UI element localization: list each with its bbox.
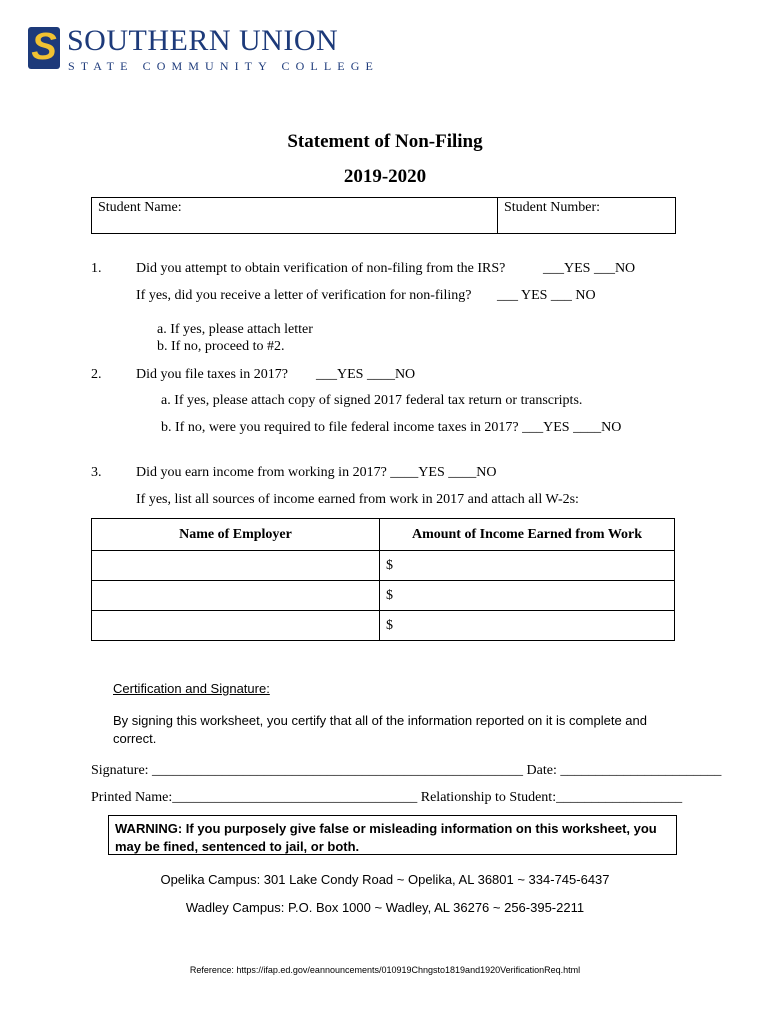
- college-name: SOUTHERN UNION: [67, 24, 339, 57]
- certification-text-line2: correct.: [113, 731, 157, 746]
- certification-heading: Certification and Signature:: [113, 681, 270, 696]
- q1-text: Did you attempt to obtain verification of non-filing from the IRS?: [136, 261, 506, 276]
- employer-income-table: [91, 518, 675, 641]
- q1-sub-options[interactable]: ___ YES ___ NO: [497, 288, 596, 303]
- student-info-box: [91, 197, 676, 234]
- table-header-row: [92, 519, 675, 551]
- q1-sub-text: If yes, did you receive a letter of verification for non-filing?: [136, 288, 472, 303]
- q2-text: Did you file taxes in 2017?: [136, 367, 289, 382]
- certification-text-line1: By signing this worksheet, you certify that all of the information reported on it is complete and: [113, 713, 647, 728]
- q2-number: 2.: [91, 367, 102, 382]
- wadley-campus-address: Wadley Campus: P.O. Box 1000 ~ Wadley, AL 36276 ~ 256-395-2211: [185, 900, 585, 915]
- income-header: Amount of Income Earned from Work: [380, 519, 675, 551]
- college-subtitle: STATE COMMUNITY COLLEGE: [68, 59, 379, 73]
- q2-options[interactable]: ___YES ____NO: [316, 367, 416, 382]
- amount-cell[interactable]: $: [380, 611, 675, 641]
- employer-cell[interactable]: [92, 611, 380, 641]
- student-name-field[interactable]: Student Name:: [98, 200, 182, 215]
- q1-options[interactable]: ___YES ___NO: [543, 261, 636, 276]
- q3-sub-text: If yes, list all sources of income earned from work in 2017 and attach all W-2s:: [136, 492, 579, 507]
- q2-item-a: a. If yes, please attach copy of signed 2017 federal tax return or transcripts.: [161, 393, 583, 408]
- info-box-divider: [497, 198, 498, 233]
- warning-box: WARNING: If you purposely give false or misleading information on this worksheet, you may be fined, sentenced to jail, or both.: [108, 815, 677, 855]
- q2-item-b: b. If no, were you required to file federal income taxes in 2017? ___YES ____NO: [161, 420, 622, 435]
- student-number-field[interactable]: Student Number:: [504, 200, 601, 215]
- q3-number: 3.: [91, 465, 102, 480]
- employer-header: Name of Employer: [92, 519, 380, 551]
- form-title: Statement of Non-Filing: [287, 131, 483, 152]
- table-row: [92, 551, 675, 581]
- form-year: 2019-2020: [343, 166, 427, 187]
- q1-number: 1.: [91, 261, 102, 276]
- q1-item-b: b. If no, proceed to #2.: [157, 339, 285, 354]
- reference-link[interactable]: Reference: https://ifap.ed.gov/eannouncements/010919Chngsto1819and1920VerificationReq.html: [189, 965, 581, 975]
- table-row: [92, 581, 675, 611]
- amount-cell[interactable]: $: [380, 551, 675, 581]
- employer-cell[interactable]: [92, 581, 380, 611]
- amount-cell[interactable]: $: [380, 581, 675, 611]
- signature-line[interactable]: Signature: _____________________________________________________ Date: _______________________: [91, 763, 722, 778]
- table-row: [92, 611, 675, 641]
- q1-item-a: a. If yes, please attach letter: [157, 322, 313, 337]
- college-logo-mark: [28, 27, 60, 69]
- employer-cell[interactable]: [92, 551, 380, 581]
- printed-name-line[interactable]: Printed Name:___________________________________ Relationship to Student:__________________: [91, 790, 683, 805]
- q3-text: Did you earn income from working in 2017? ____YES ____NO: [136, 465, 497, 480]
- logo-letter: S: [31, 26, 57, 68]
- opelika-campus-address: Opelika Campus: 301 Lake Condy Road ~ Opelika, AL 36801 ~ 334-745-6437: [160, 872, 610, 887]
